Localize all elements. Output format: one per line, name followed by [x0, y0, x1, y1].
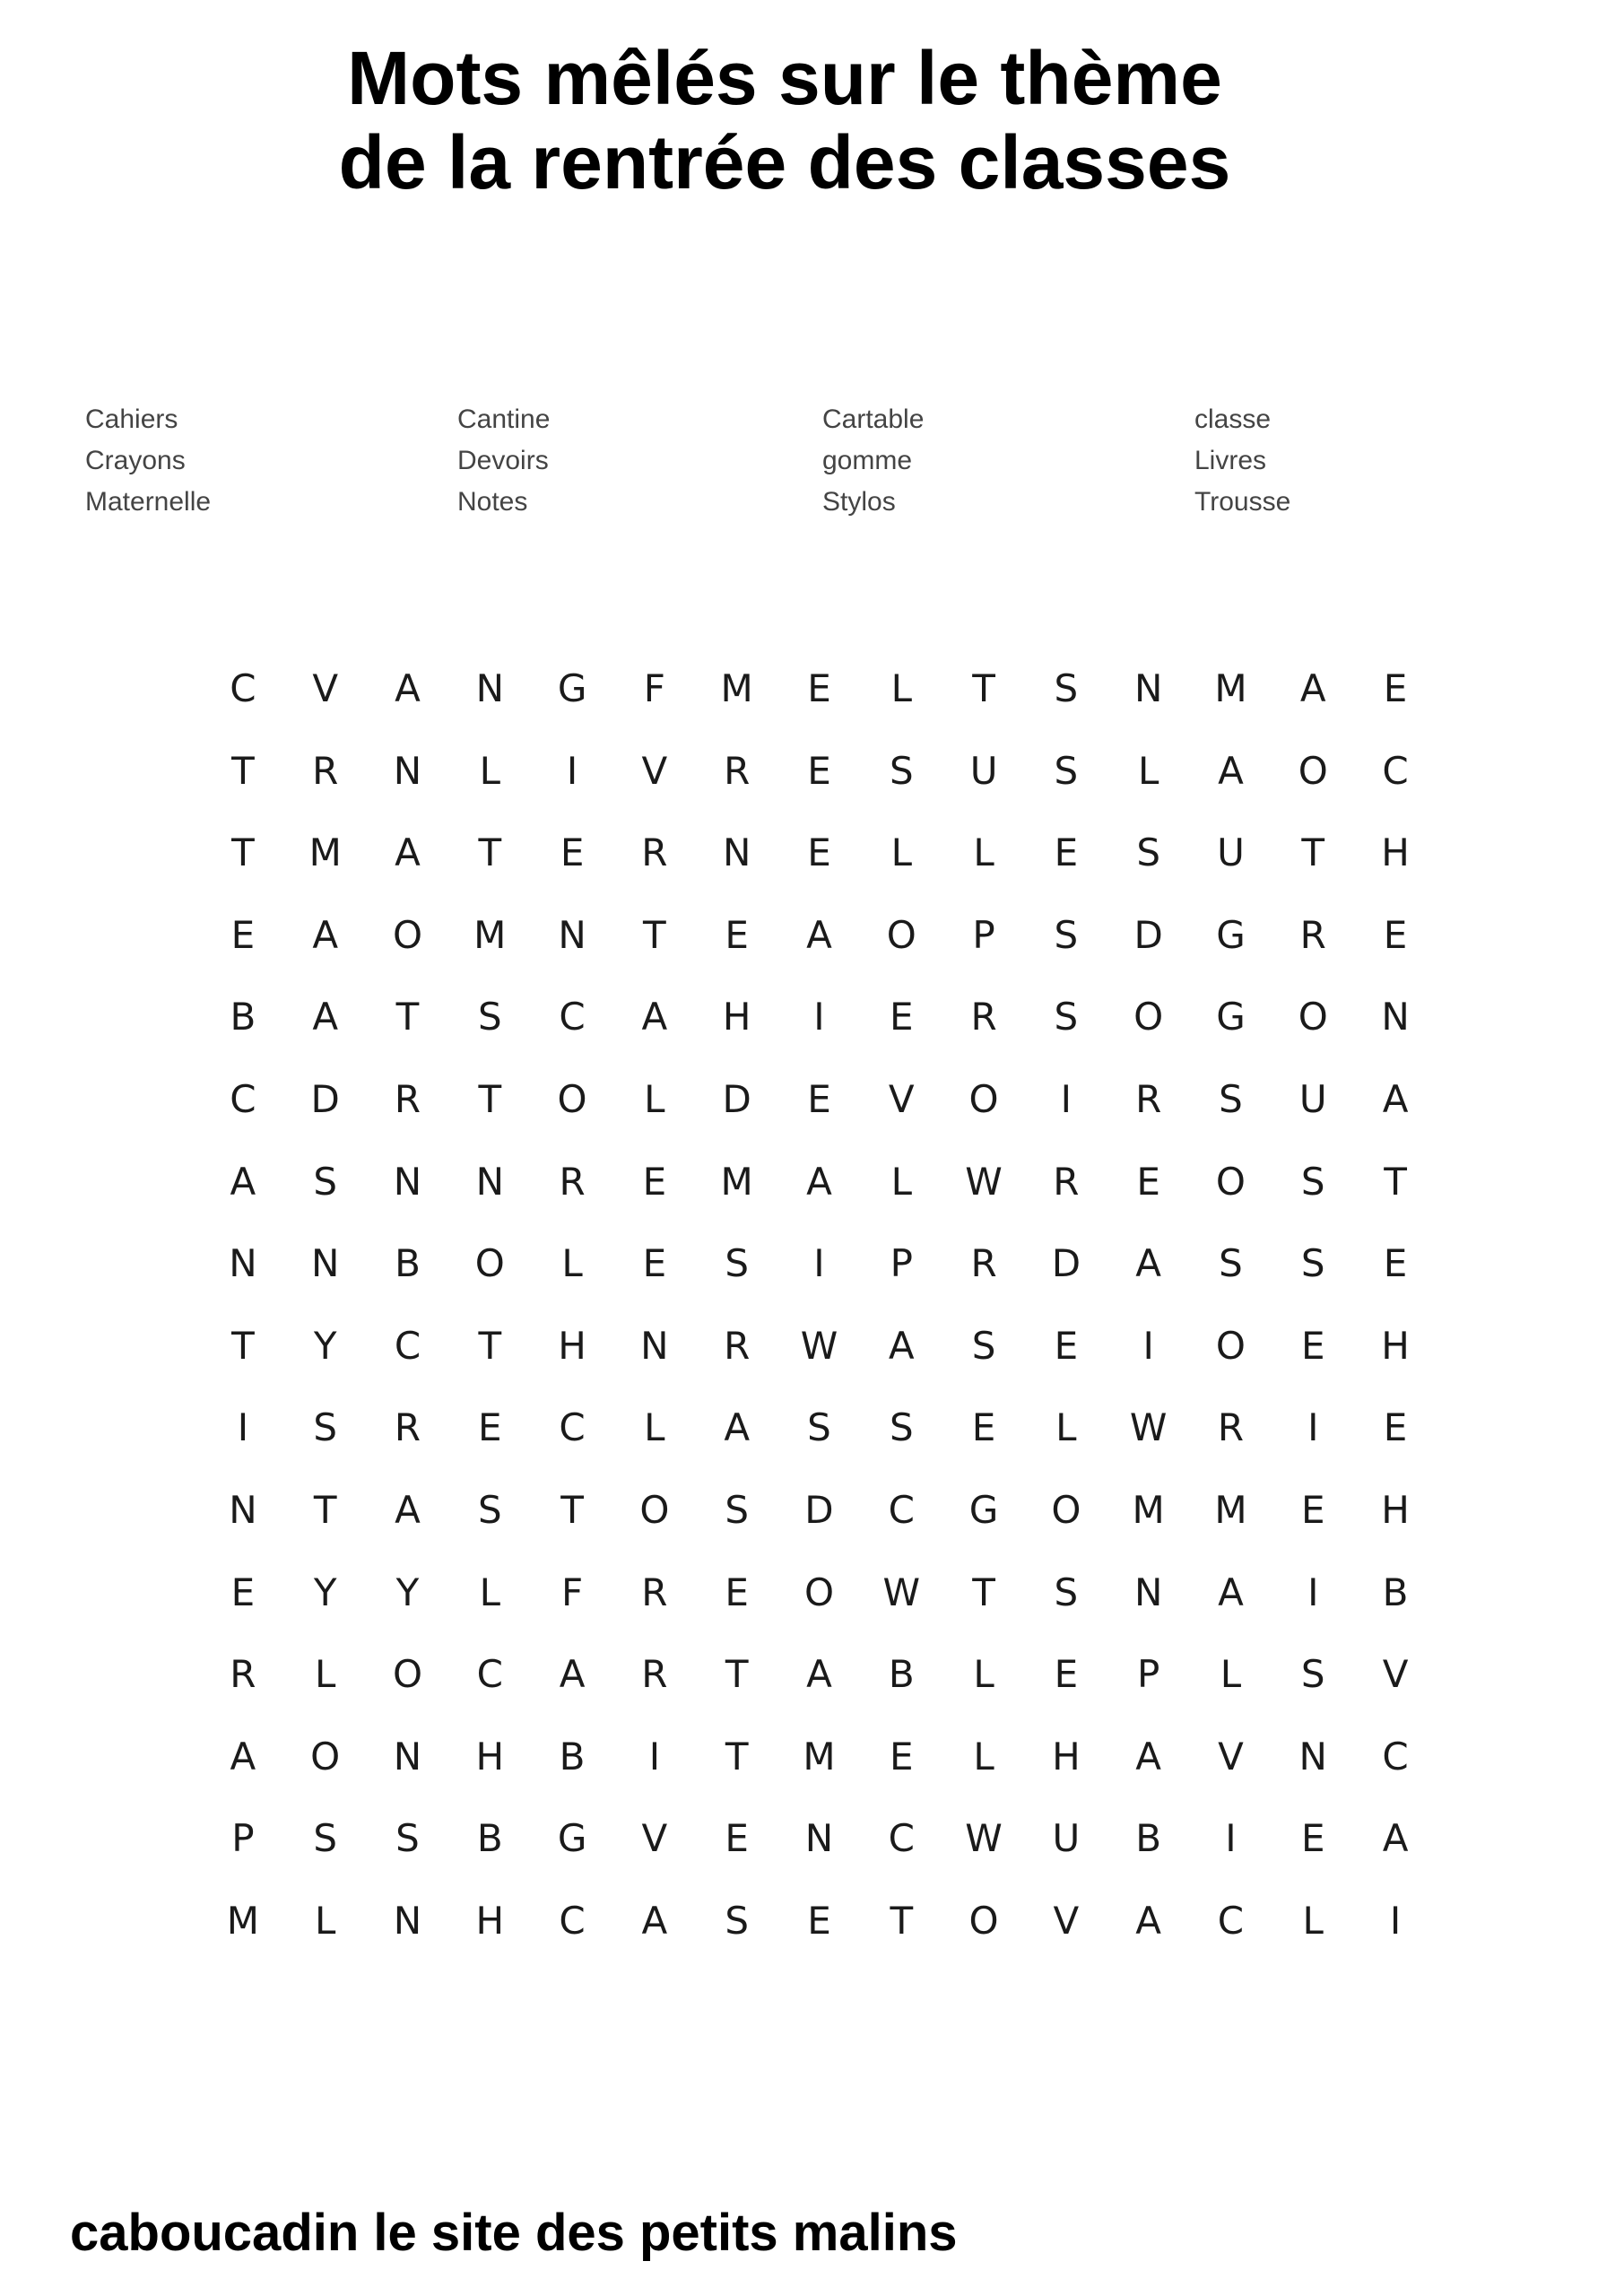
grid-cell: A — [1218, 1570, 1244, 1614]
grid-cell: L — [1302, 1898, 1324, 1943]
grid-cell: D — [804, 1487, 834, 1532]
grid-cell: B — [1135, 1816, 1162, 1861]
grid-cell: A — [806, 912, 832, 957]
grid-cell: S — [313, 1816, 338, 1861]
grid-cell: R — [641, 1570, 668, 1614]
grid-cell: E — [230, 1570, 256, 1614]
word-column-3 — [822, 399, 924, 523]
grid-cell: S — [889, 1405, 914, 1450]
grid-cell: R — [641, 1652, 668, 1697]
grid-cell: O — [639, 1487, 670, 1532]
word-column-2 — [457, 399, 550, 523]
grid-cell: C — [1217, 1898, 1245, 1943]
grid-cell: A — [641, 1898, 668, 1943]
grid-cell: Y — [313, 1323, 337, 1368]
grid-cell: A — [1135, 1734, 1162, 1779]
grid-cell: O — [557, 1076, 587, 1121]
grid-cell: L — [1137, 748, 1159, 793]
grid-cell: S — [725, 1898, 750, 1943]
grid-cell: S — [1300, 1159, 1325, 1204]
grid-cell: R — [394, 1076, 421, 1121]
grid-cell: N — [1381, 995, 1410, 1039]
grid-cell: T — [1301, 831, 1325, 875]
footer-credit: caboucadin le site des petits malins — [70, 2204, 958, 2262]
grid-cell: M — [1214, 1487, 1247, 1532]
grid-cell: N — [558, 912, 586, 957]
grid-cell: G — [968, 1487, 999, 1532]
grid-cell: C — [559, 1405, 586, 1450]
grid-cell: T — [313, 1487, 337, 1532]
grid-cell: B — [559, 1734, 586, 1779]
grid-cell: T — [643, 912, 666, 957]
grid-cell: S — [1300, 1241, 1325, 1286]
grid-cell: N — [229, 1487, 257, 1532]
grid-cell: A — [312, 912, 339, 957]
grid-cell: O — [803, 1570, 834, 1614]
grid-cell: T — [478, 1076, 502, 1121]
grid-cell: S — [1219, 1241, 1243, 1286]
grid-cell: S — [1136, 831, 1160, 875]
grid-cell: P — [231, 1816, 255, 1861]
grid-cell: E — [807, 1076, 831, 1121]
grid-cell: A — [888, 1323, 915, 1368]
grid-cell: E — [807, 748, 831, 793]
grid-cell: R — [312, 748, 339, 793]
grid-cell: A — [395, 831, 421, 875]
grid-cell: A — [312, 995, 339, 1039]
grid-cell: I — [813, 1241, 825, 1286]
grid-cell: H — [475, 1898, 505, 1943]
grid-cell: T — [972, 1570, 995, 1614]
grid-cell: E — [230, 912, 256, 957]
grid-cell: R — [1299, 912, 1326, 957]
grid-cell: A — [641, 995, 668, 1039]
grid-cell: L — [890, 1159, 912, 1204]
grid-cell: H — [1381, 831, 1410, 875]
grid-cell: L — [1220, 1652, 1242, 1697]
word-column-1 — [85, 399, 211, 523]
grid-cell: O — [1215, 1323, 1246, 1368]
grid-cell: A — [395, 666, 421, 710]
grid-cell: D — [722, 1076, 751, 1121]
grid-cell: I — [237, 1405, 249, 1450]
grid-cell: P — [972, 912, 995, 957]
grid-cell: L — [890, 831, 912, 875]
grid-cell: S — [725, 1241, 750, 1286]
word-item: Maternelle — [85, 487, 212, 517]
grid-cell: A — [806, 1159, 832, 1204]
grid-cell: M — [1214, 666, 1247, 710]
title-line-2: de la rentrée des classes — [338, 120, 1231, 204]
grid-cell: R — [559, 1159, 586, 1204]
grid-cell: R — [230, 1652, 256, 1697]
word-item: Cartable — [822, 404, 925, 434]
grid-cell: V — [641, 1816, 668, 1861]
grid-cell: C — [1382, 1734, 1409, 1779]
grid-cell: D — [1051, 1241, 1081, 1286]
grid-cell: W — [800, 1323, 838, 1368]
grid-cell: O — [968, 1898, 999, 1943]
grid-cell: E — [1300, 1487, 1325, 1532]
grid-cell: D — [1133, 912, 1163, 957]
word-list — [85, 399, 1520, 534]
grid-cell: V — [1053, 1898, 1080, 1943]
grid-cell: H — [1381, 1323, 1410, 1368]
grid-cell: B — [395, 1241, 421, 1286]
grid-cell: L — [314, 1898, 336, 1943]
grid-cell: E — [1383, 1405, 1408, 1450]
grid-cell: E — [1300, 1816, 1325, 1861]
grid-cell: I — [1060, 1076, 1073, 1121]
grid-cell: T — [478, 1323, 502, 1368]
grid-cell: V — [641, 748, 668, 793]
grid-cell: G — [1216, 995, 1246, 1039]
grid-cell: N — [393, 1159, 422, 1204]
grid-cell: H — [1052, 1734, 1081, 1779]
grid-cell: C — [394, 1323, 421, 1368]
grid-cell: T — [560, 1487, 584, 1532]
grid-cell: O — [310, 1734, 341, 1779]
grid-cell: R — [724, 748, 751, 793]
grid-cell: L — [479, 1570, 500, 1614]
grid-cell: Y — [313, 1570, 337, 1614]
grid-cell: E — [1383, 912, 1408, 957]
grid-cell: O — [1051, 1487, 1081, 1532]
grid-cell: M — [803, 1734, 836, 1779]
grid-cell: W — [882, 1570, 921, 1614]
grid-cell: P — [890, 1241, 913, 1286]
grid-cell: U — [969, 748, 998, 793]
grid-cell: S — [1219, 1076, 1243, 1121]
grid-cell: R — [641, 831, 668, 875]
grid-cell: Y — [395, 1570, 420, 1614]
grid-cell: R — [1217, 1405, 1245, 1450]
grid-cell: L — [561, 1241, 583, 1286]
grid-cell: E — [1054, 1323, 1079, 1368]
grid-cell: V — [312, 666, 339, 710]
grid-cell: S — [971, 1323, 996, 1368]
grid-cell: S — [1054, 666, 1079, 710]
grid-cell: B — [888, 1652, 915, 1697]
grid-cell: F — [561, 1570, 584, 1614]
grid-cell: A — [1382, 1076, 1409, 1121]
grid-cell: M — [1132, 1487, 1165, 1532]
grid-cell: W — [965, 1159, 1003, 1204]
grid-cell: C — [1382, 748, 1409, 793]
grid-cell: O — [474, 1241, 505, 1286]
grid-cell: C — [476, 1652, 503, 1697]
grid-cell: A — [230, 1159, 256, 1204]
letter-grid — [202, 648, 1437, 1962]
grid-cell: T — [231, 831, 255, 875]
grid-cell: E — [971, 1405, 996, 1450]
word-column-4 — [1194, 399, 1290, 523]
grid-cell: N — [1298, 1734, 1327, 1779]
grid-cell: N — [393, 748, 422, 793]
grid-cell: T — [231, 748, 255, 793]
word-item: Devoirs — [457, 446, 549, 475]
grid-cell: C — [559, 1898, 586, 1943]
grid-cell: A — [1218, 748, 1244, 793]
grid-cell: S — [313, 1159, 338, 1204]
grid-cell: I — [566, 748, 578, 793]
grid-cell: E — [642, 1159, 667, 1204]
grid-cell: O — [392, 1652, 423, 1697]
grid-cell: U — [1217, 831, 1245, 875]
grid-cell: E — [1136, 1159, 1160, 1204]
grid-cell: R — [970, 1241, 997, 1286]
grid-cell: O — [1133, 995, 1164, 1039]
grid-cell: S — [313, 1405, 338, 1450]
grid-cell: E — [807, 831, 831, 875]
grid-cell: A — [724, 1405, 751, 1450]
word-item: Notes — [457, 487, 528, 517]
word-item: classe — [1194, 404, 1272, 434]
grid-cell: A — [559, 1652, 586, 1697]
grid-cell: S — [395, 1816, 420, 1861]
grid-cell: E — [725, 1570, 749, 1614]
word-item: Livres — [1194, 446, 1267, 475]
grid-cell: E — [1383, 666, 1408, 710]
grid-cell: H — [558, 1323, 586, 1368]
grid-cell: S — [807, 1405, 831, 1450]
page-title — [0, 36, 1569, 204]
grid-cell: S — [889, 748, 914, 793]
grid-cell: A — [1299, 666, 1326, 710]
grid-cell: E — [1054, 831, 1079, 875]
grid-cell: T — [231, 1323, 255, 1368]
grid-cell: A — [1135, 1241, 1162, 1286]
grid-cell: V — [1218, 1734, 1244, 1779]
grid-cell: E — [807, 1898, 831, 1943]
grid-cell: R — [1135, 1076, 1162, 1121]
title-line-1: Mots mêlés sur le thème — [347, 36, 1222, 120]
grid-cell: M — [720, 666, 753, 710]
grid-cell: E — [890, 995, 914, 1039]
grid-cell: N — [310, 1241, 340, 1286]
grid-cell: G — [557, 1816, 587, 1861]
grid-cell: T — [725, 1734, 749, 1779]
grid-cell: S — [725, 1487, 750, 1532]
grid-cell: I — [1307, 1570, 1319, 1614]
grid-cell: S — [477, 1487, 502, 1532]
grid-cell: N — [393, 1898, 422, 1943]
grid-cell: O — [886, 912, 916, 957]
grid-cell: C — [230, 666, 256, 710]
grid-cell: S — [1054, 912, 1079, 957]
grid-cell: R — [970, 995, 997, 1039]
grid-cell: T — [478, 831, 502, 875]
grid-cell: T — [395, 995, 420, 1039]
grid-cell: U — [1298, 1076, 1327, 1121]
grid-cell: R — [1053, 1159, 1080, 1204]
grid-cell: I — [1142, 1323, 1154, 1368]
grid-cell: F — [643, 666, 665, 710]
grid-cell: E — [725, 1816, 749, 1861]
grid-cell: L — [890, 666, 912, 710]
grid-cell: O — [968, 1076, 999, 1121]
grid-cell: O — [1298, 748, 1328, 793]
word-item: gomme — [822, 446, 913, 475]
grid-cell: T — [972, 666, 995, 710]
grid-cell: O — [392, 912, 423, 957]
grid-cell: L — [314, 1652, 336, 1697]
grid-cell: E — [807, 666, 831, 710]
grid-cell: M — [308, 831, 342, 875]
grid-cell: R — [724, 1323, 751, 1368]
grid-cell: I — [1225, 1816, 1237, 1861]
grid-cell: M — [473, 912, 507, 957]
grid-cell: N — [1133, 666, 1163, 710]
grid-cell: N — [804, 1816, 834, 1861]
grid-cell: C — [230, 1076, 256, 1121]
grid-cell: N — [640, 1323, 669, 1368]
grid-cell: T — [1384, 1159, 1407, 1204]
grid-cell: E — [890, 1734, 914, 1779]
grid-cell: C — [888, 1487, 915, 1532]
grid-cell: E — [1300, 1323, 1325, 1368]
grid-cell: N — [393, 1734, 422, 1779]
grid-cell: O — [1215, 1159, 1246, 1204]
grid-cell: W — [965, 1816, 1003, 1861]
grid-cell: D — [310, 1076, 340, 1121]
grid-cell: B — [230, 995, 256, 1039]
grid-cell: M — [720, 1159, 753, 1204]
word-item: Cahiers — [85, 404, 178, 434]
grid-cell: N — [722, 831, 751, 875]
grid-cell: M — [226, 1898, 260, 1943]
grid-cell: A — [1382, 1816, 1409, 1861]
grid-cell: E — [560, 831, 585, 875]
grid-cell: E — [1054, 1652, 1079, 1697]
grid-cell: S — [1300, 1652, 1325, 1697]
grid-cell: C — [888, 1816, 915, 1861]
grid-cell: G — [557, 666, 587, 710]
grid-cell: A — [230, 1734, 256, 1779]
grid-cell: L — [644, 1076, 665, 1121]
grid-cell: N — [229, 1241, 257, 1286]
grid-cell: T — [890, 1898, 914, 1943]
grid-cell: G — [1216, 912, 1246, 957]
grid-cell: W — [1129, 1405, 1168, 1450]
grid-cell: V — [888, 1076, 915, 1121]
grid-cell: E — [725, 912, 749, 957]
grid-cell: L — [973, 1652, 994, 1697]
grid-cell: H — [1381, 1487, 1410, 1532]
grid-cell: U — [1052, 1816, 1081, 1861]
grid-cell: S — [1054, 748, 1079, 793]
grid-cell: L — [644, 1405, 665, 1450]
grid-cell: V — [1382, 1652, 1409, 1697]
grid-cell: I — [648, 1734, 661, 1779]
grid-cell: R — [394, 1405, 421, 1450]
grid-cell: E — [1383, 1241, 1408, 1286]
grid-cell: P — [1137, 1652, 1160, 1697]
grid-cell: S — [1054, 995, 1079, 1039]
word-item: Stylos — [822, 487, 896, 517]
grid-cell: A — [395, 1487, 421, 1532]
grid-cell: C — [559, 995, 586, 1039]
grid-cell: L — [973, 1734, 994, 1779]
grid-cell: L — [479, 748, 500, 793]
grid-cell: B — [476, 1816, 503, 1861]
grid-cell: I — [813, 995, 825, 1039]
grid-cell: S — [477, 995, 502, 1039]
grid-cell: E — [478, 1405, 502, 1450]
grid-cell: L — [973, 831, 994, 875]
grid-cell: O — [1298, 995, 1328, 1039]
word-item: Cantine — [457, 404, 551, 434]
grid-cell: H — [475, 1734, 505, 1779]
grid-cell: N — [475, 1159, 504, 1204]
grid-cell: B — [1382, 1570, 1409, 1614]
grid-cell: L — [1055, 1405, 1077, 1450]
grid-cell: A — [1135, 1898, 1162, 1943]
word-item: Trousse — [1194, 487, 1291, 517]
grid-cell: N — [1133, 1570, 1163, 1614]
grid-cell: T — [725, 1652, 749, 1697]
grid-cell: H — [722, 995, 751, 1039]
grid-cell: N — [475, 666, 504, 710]
grid-cell: E — [642, 1241, 667, 1286]
grid-cell: S — [1054, 1570, 1079, 1614]
grid-cell: I — [1389, 1898, 1402, 1943]
grid-cell: A — [806, 1652, 832, 1697]
grid-cell: I — [1307, 1405, 1319, 1450]
word-item: Crayons — [85, 446, 186, 475]
